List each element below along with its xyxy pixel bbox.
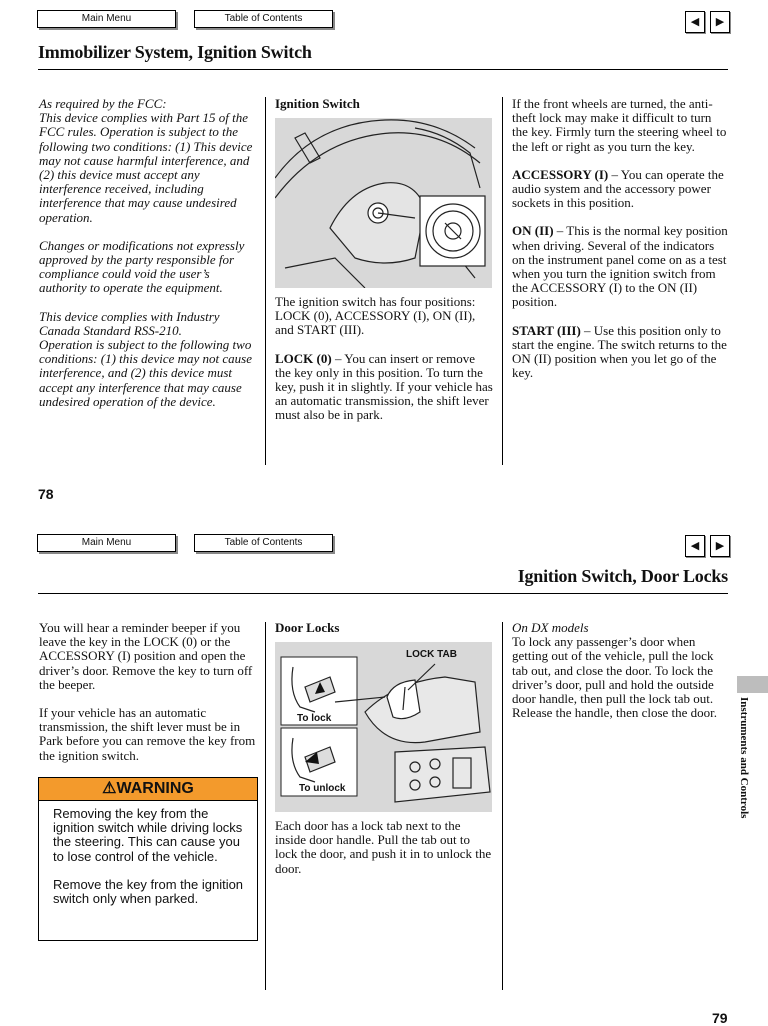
table-of-contents-button[interactable]: Table of Contents bbox=[194, 10, 333, 28]
door-locks-column bbox=[275, 621, 493, 635]
anti-theft-text: If the front wheels are turned, the anti-theft lock may make it difficult to turn the key. Firmly turn the steering wheel to the left or right as you turn the key. bbox=[512, 96, 727, 154]
page-title: Ignition Switch, Door Locks bbox=[517, 566, 728, 586]
beeper-column bbox=[39, 621, 259, 763]
prev-arrow-icon: ◀ bbox=[690, 15, 700, 28]
accessory-text: ACCESSORY (I) ‒ You can operate the audio system and the accessory power sockets in this position. bbox=[512, 166, 724, 211]
main-menu-button[interactable]: Main Menu bbox=[37, 534, 176, 552]
column-divider bbox=[265, 622, 266, 990]
warning-title: WARNING bbox=[116, 780, 194, 797]
dx-heading: On DX models bbox=[512, 620, 589, 635]
column-divider bbox=[265, 97, 266, 465]
next-page-button[interactable] bbox=[710, 11, 730, 33]
main-menu-button[interactable]: Main Menu bbox=[37, 10, 176, 28]
to-unlock-label: To unlock bbox=[299, 783, 346, 794]
page-title: Immobilizer System, Ignition Switch bbox=[38, 42, 312, 62]
next-arrow-icon: ▶ bbox=[715, 539, 725, 552]
start-body: Use this position only to start the engine. The switch returns to the ON (II) position when you let go of the key. bbox=[512, 322, 727, 381]
warning-text-2: Remove the key from the ignition switch only when parked. bbox=[53, 876, 244, 907]
title-rule bbox=[38, 69, 728, 70]
section-heading: Ignition Switch bbox=[275, 96, 360, 111]
ignition-switch-text bbox=[275, 295, 493, 423]
table-of-contents-button[interactable]: Table of Contents bbox=[194, 534, 333, 552]
beeper-text: You will hear a reminder beeper if you leave the key in the LOCK (0) or the ACCESSORY (I) position and open the driver’s door. Remove the key to turn off the beeper. bbox=[39, 620, 253, 692]
fcc-text: This device complies with Part 15 of the FCC rules. Operation is subject to the following two conditions: (1) This device may not cause harmful interference, and (2) this device must accept any interference received, including interference that may cause undesired operation. bbox=[39, 110, 253, 225]
canada-heading: This device complies with Industry Canada Standard RSS-210. bbox=[39, 308, 220, 338]
page-number: 79 bbox=[712, 1010, 728, 1026]
door-lock-illustration bbox=[275, 642, 492, 812]
ignition-switch-illustration bbox=[275, 118, 492, 288]
section-tab bbox=[737, 676, 768, 693]
on-label: ON (II) bbox=[512, 223, 554, 239]
section-side-label: Instruments and Controls bbox=[738, 697, 750, 819]
page-number: 78 bbox=[38, 486, 54, 502]
section-heading: Door Locks bbox=[275, 620, 340, 635]
on-text: ON (II) ‒ This is the normal key position when driving. Several of the indicators on the instrument panel come on as a test when you turn the ignition switch from the ACCESSORY (I) to the ON (II) position. bbox=[512, 223, 728, 310]
on-body: This is the normal key position when driving. Several of the indicators on the instrument panel come on as a test when you turn the ignition switch from the ACCESSORY (I) to the ON (II) position. bbox=[512, 223, 728, 310]
next-arrow-icon: ▶ bbox=[715, 15, 725, 28]
warning-header bbox=[39, 778, 257, 801]
dx-models-column bbox=[512, 621, 726, 720]
start-text: START (III) ‒ Use this position only to start the engine. The switch returns to the ON (II) position when you let go of the key. bbox=[512, 322, 727, 381]
steering-column-drawing bbox=[275, 118, 492, 288]
positions-column bbox=[512, 97, 728, 380]
lock-body: You can insert or remove the key only in this position. To turn the key, push it in slightly. If your vehicle has an automatic transmission, the shift lever must also be in park. bbox=[275, 350, 493, 423]
warning-triangle-icon: ⚠ bbox=[102, 780, 117, 797]
canada-text: Operation is subject to the following two conditions: (1) this device may not cause interference, and (2) this device must accept any interference that may cause undesired operation of the device. bbox=[39, 337, 252, 409]
prev-page-button[interactable] bbox=[685, 11, 705, 33]
accessory-label: ACCESSORY (I) bbox=[512, 166, 609, 182]
dx-text: To lock any passenger’s door when getting out of the vehicle, pull the lock tab out, and close the door. To lock the driver’s door, pull and hold the outside door handle, then pull the lock tab out. Release the handle, then close the door. bbox=[512, 634, 718, 721]
lock-tab-label: LOCK TAB bbox=[406, 649, 457, 660]
column-divider bbox=[502, 622, 503, 990]
fcc-heading: As required by the FCC: bbox=[39, 96, 167, 111]
park-text: If your vehicle has an automatic transmission, the shift lever must be in Park before you can remove the key from the ignition switch. bbox=[39, 705, 256, 763]
column-divider bbox=[502, 97, 503, 465]
positions-intro: The ignition switch has four positions: LOCK (0), ACCESSORY (I), ON (II), and START (III). bbox=[275, 294, 476, 338]
warning-text-1: Removing the key from the ignition switch while driving locks the steering. This can cause you to lose control of the vehicle. bbox=[53, 806, 243, 864]
door-locks-text bbox=[275, 819, 493, 876]
next-page-button[interactable] bbox=[710, 535, 730, 557]
title-rule bbox=[38, 593, 728, 594]
prev-arrow-icon: ◀ bbox=[690, 539, 700, 552]
warning-box bbox=[38, 777, 258, 941]
lock-label: LOCK (0) bbox=[275, 350, 332, 366]
accessory-body: You can operate the audio system and the accessory power sockets in this position. bbox=[512, 166, 724, 211]
start-label: START (III) bbox=[512, 322, 581, 338]
lock-tab-text: Each door has a lock tab next to the inside door handle. Pull the tab out to lock the door, and push it in to unlock the door. bbox=[275, 818, 492, 876]
fcc-notice bbox=[39, 97, 259, 409]
to-lock-label: To lock bbox=[297, 713, 332, 724]
fcc-modifications-text: Changes or modifications not expressly approved by the party responsible for compliance could void the user’s authority to operate the equipment. bbox=[39, 237, 245, 296]
prev-page-button[interactable] bbox=[685, 535, 705, 557]
ignition-switch-column bbox=[275, 97, 493, 111]
lock-position-text: LOCK (0) ‒ You can insert or remove the key only in this position. To turn the key, push it in slightly. If your vehicle has an automatic transmission, the shift lever must also be in park. bbox=[275, 350, 493, 423]
